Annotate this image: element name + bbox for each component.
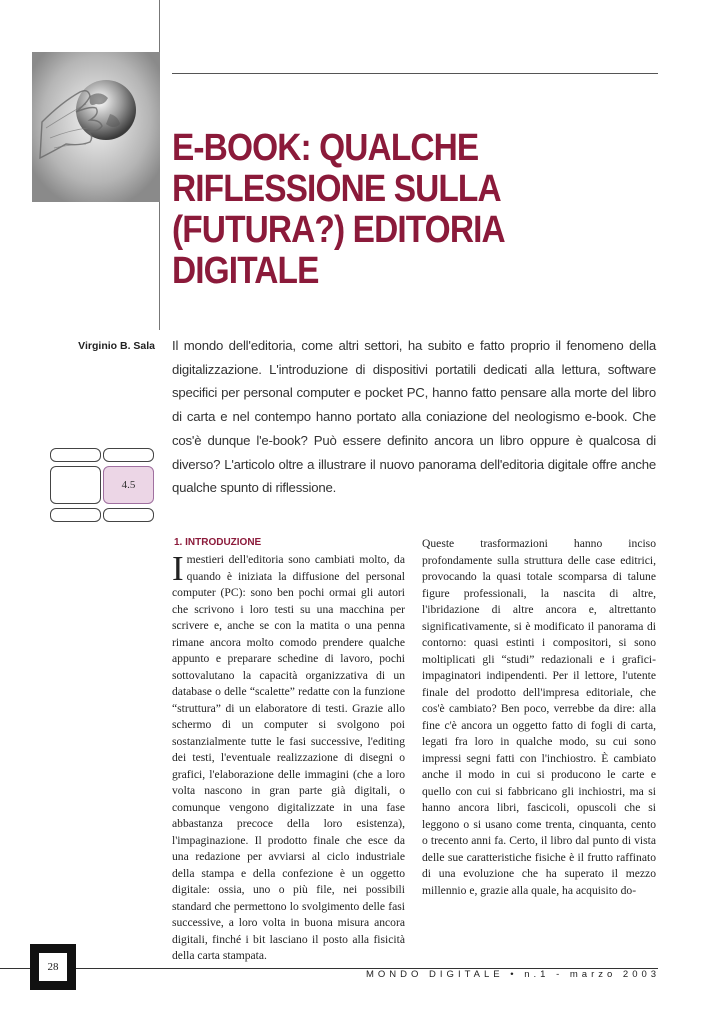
article-title: E-BOOK: QUALCHE RIFLESSIONE SULLA (FUTURA?) EDITORIA DIGITALE	[172, 127, 504, 292]
level-cell	[50, 448, 101, 462]
level-cell	[50, 466, 101, 504]
level-cell	[103, 448, 154, 462]
article-abstract: Il mondo dell'editoria, come altri settori, ha subito e fatto proprio il fenomeno della digitalizzazione. L'introduzione di dispositivi portatili dedicati alla lettura, software specifici per personal computer e pocket PC, hanno fatto pensare alla morte del libro di carta e nel contempo hanno portato alla coniazione del neologismo e-book. Che cos'è dunque l'e-book? Può essere definito ancora un libro oppure è qualcosa di diverso? L'articolo oltre a illustrare il nuovo panorama dell'editoria digitale offre anche qualche spunto di riflessione.	[172, 338, 656, 496]
journal-footer: MONDO DIGITALE • n.1 - marzo 2003	[366, 969, 661, 980]
level-badge: 4.5	[103, 466, 154, 504]
section-heading: 1. INTRODUZIONE	[174, 537, 262, 548]
hand-holding-globe-icon	[32, 52, 160, 202]
drop-cap: I	[172, 549, 184, 588]
author-name: Virginio B. Sala	[78, 340, 155, 352]
page-number: 28	[39, 953, 67, 981]
body-text: mestieri dell'editoria sono cambiati molto, da quando è iniziata la diffusione del personal computer (PC): sono ben pochi ormai gli autori che scrivono i loro testi su una macchina per scrivere e, anche se con la matita o una penna rimane ancora molto comodo prendere qualche appunto e preparare schedine di lavoro, pochi sottovalutano la capacità organizzativa di un database o delle “scalette” redatte con la funzione “struttura” di un elaboratore di testi. Grazie allo schermo di un computer si svolgono poi sostanzialmente tutte le fasi successive, l'editing dei testi, l'eventuale realizzazione di disegni o grafici, l'elaborazione delle immagini (che a loro volta nascono in gran parte già digitali, o comunque vengono digitalizzate in una fase abbastanza precoce della loro esistenza), l'impaginazione. Il prodotto finale che esce da una redazione per avviarsi al ciclo industriale della stampa e della confezione è un oggetto digitale: ossia, uno o più file, nei possibili standard che permettono lo svolgimento delle fasi successive, a loro volta in buona misura ancora digitali, finché i bit lasciano il posto alla fisicità della carta stampata.	[172, 553, 405, 962]
body-column-left	[172, 549, 405, 965]
level-cell	[103, 508, 154, 522]
body-column-right: Queste trasformazioni hanno inciso profondamente sulla struttura delle case editrici, provocando la quasi totale scomparsa di talune figure professionali, la nascita di altre, l'ibridazione di altre ancora e, altrettanto significativamente, si è modificato il panorama di contorno: quasi estinti i compositori, si sono moltiplicati gli “studi” redazionali e i grafici-impaginatori indipendenti. Per il lettore, l'utente finale del prodotto dell'impresa editoriale, che cos'è cambiato? Ben poco, verrebbe da dire: alla fine c'è ancora un oggetto fatto di fogli di carta, legati fra loro in qualche modo, su cui sono impressi segni fatti con l'inchiostro. È cambiato anche il modo in cui si producono le carte e quello con cui si fabbricano gli inchiostri, ma si hanno ancora libri, fascicoli, opuscoli che si leggono o si usano come trenta, cinquanta, cento o trecento anni fa. Certo, il libro dal punto di vista delle sue caratteristiche fisiche è il frutto raffinato di una evoluzione che ha superato il mezzo millennio e, grazie alla quale, ha acquisito do-	[422, 537, 656, 897]
level-indicator	[48, 448, 155, 524]
header-horizontal-rule	[172, 73, 658, 74]
level-cell	[50, 508, 101, 522]
